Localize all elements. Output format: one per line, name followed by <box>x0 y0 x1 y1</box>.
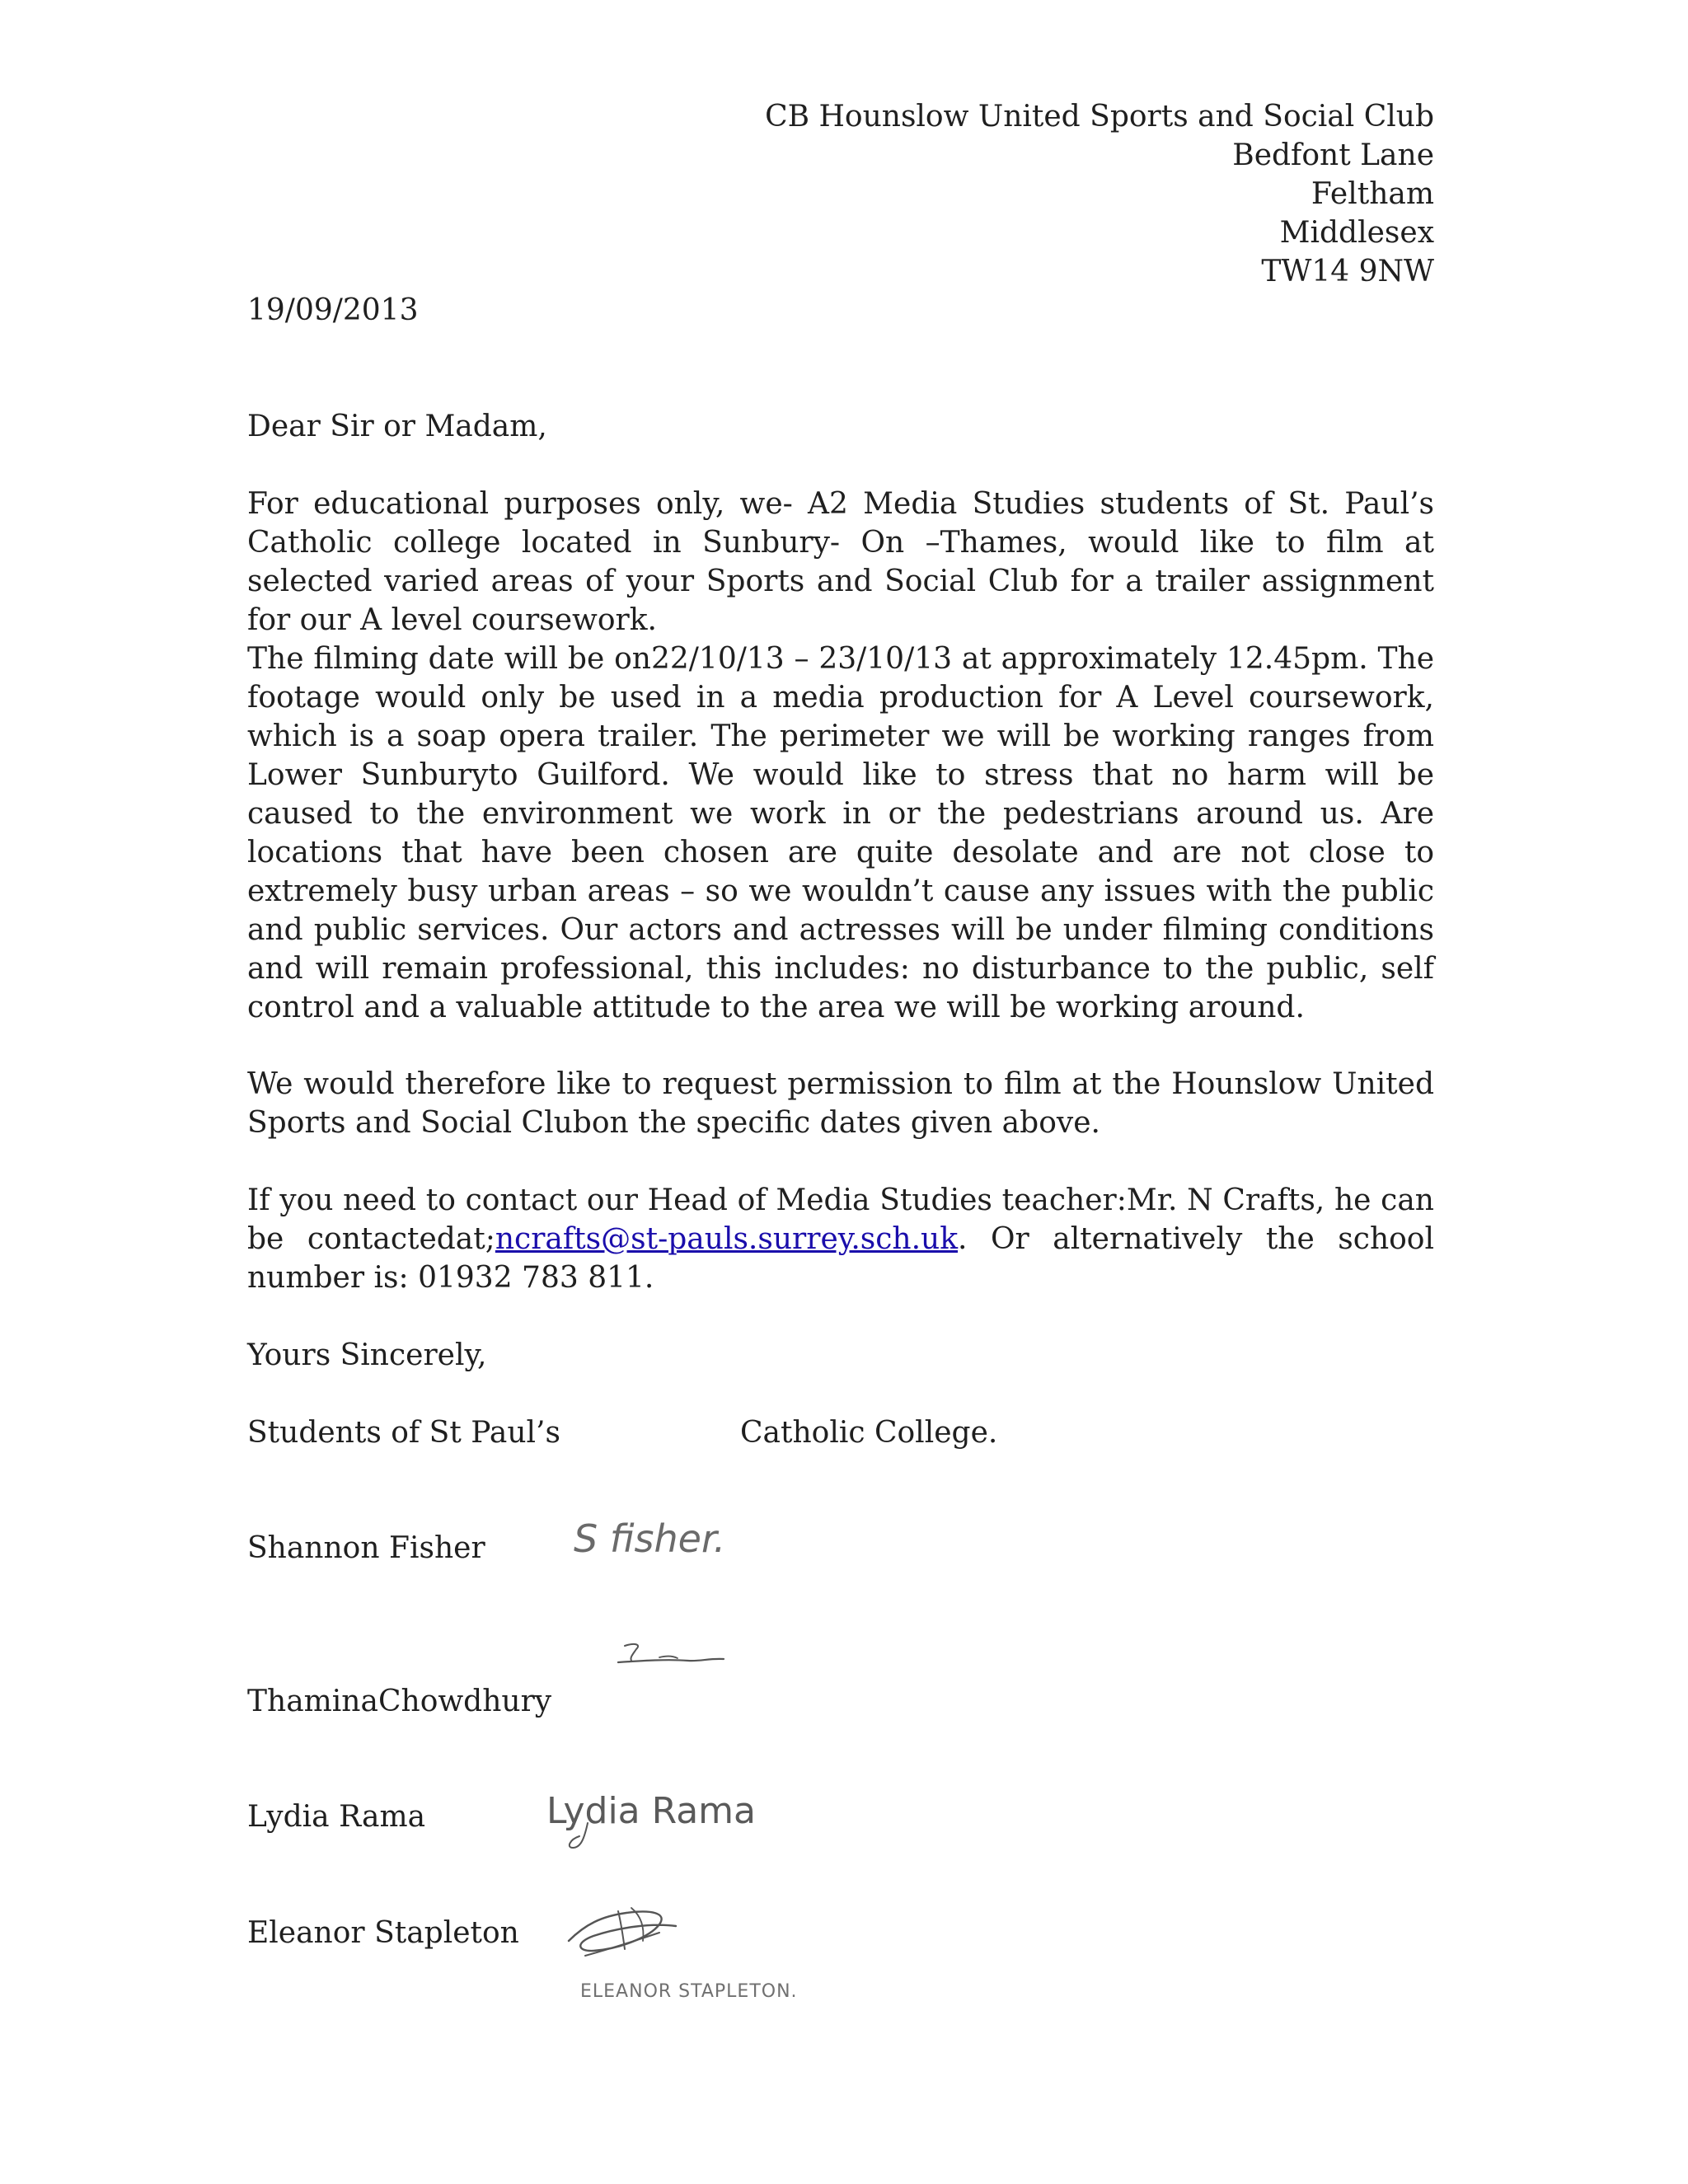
recipient-address <box>247 97 1434 291</box>
signature-shannon-fisher <box>569 1504 734 1578</box>
address-line-club: CB Hounslow United Sports and Social Club <box>765 100 1434 134</box>
student-name-eleanor-stapleton: Eleanor Stapleton <box>247 1916 519 1950</box>
signature-lydia-rama <box>540 1772 779 1863</box>
address-line-street: Bedfont Lane <box>1232 138 1434 172</box>
paragraph-contact <box>247 1181 1434 1297</box>
contact-email-link[interactable]: ncrafts@st-pauls.surrey.sch.uk <box>495 1222 959 1256</box>
signature-eleanor-stapleton-text: ELEANOR STAPLETON. <box>580 1981 798 2002</box>
signoff-school-part2: Catholic College. <box>740 1416 998 1450</box>
signature-eleanor-stapleton <box>552 1891 824 2015</box>
signature-thamina-chowdhury <box>610 1636 742 1677</box>
address-line-town: Feltham <box>1311 177 1434 211</box>
paragraph-request: We would therefore like to request permission to film at the Hounslow United Sports and Social Clubon the specific dates given above. <box>247 1067 1434 1140</box>
signature-shannon-fisher-text: S fisher. <box>574 1516 726 1561</box>
address-line-postcode: TW14 9NW <box>1261 255 1434 288</box>
paragraph-filming-details: The filming date will be on22/10/13 – 23/10/13 at approximately 12.45pm. The footage would only be used in a media production for A Level coursework, which is a soap opera trailer. The perimeter we will be working ranges from Lower Sunburyto Guilford. We would like to stress that no harm will be caused to the environment we work in or the pedestrians around us. Are locations that have been chosen are quite desolate and are not close to extremely busy urban areas – so we wouldn’t cause any issues with the public and public services. Our actors and actresses will be under filming conditions and will remain professional, this includes: no disturbance to the public, self control and a valuable attitude to the area we will be working around. <box>247 642 1434 1024</box>
address-line-county: Middlesex <box>1279 216 1434 250</box>
signoff-school-part1: Students of St Paul’s <box>247 1416 560 1450</box>
student-name-thamina-chowdhury: ThaminaChowdhury <box>247 1685 552 1718</box>
signoff <box>247 1413 1434 1452</box>
contact-text-before: If you need to contact our Head of Media Studies teacher:Mr. N Crafts, he can be contactedat; <box>247 1183 1434 1256</box>
contact-text-after: . Or alternatively the school number is: 01932 783 811. <box>247 1222 1434 1295</box>
paragraph-purpose: For educational purposes only, we- A2 Media Studies students of St. Paul’s Catholic college located in Sunbury- On –Thames, would like to film at selected varied areas of your Sports and Social Club for a trailer assignment for our A level coursework. <box>247 487 1434 637</box>
salutation: Dear Sir or Madam, <box>247 410 547 443</box>
student-name-shannon-fisher: Shannon Fisher <box>247 1531 485 1565</box>
letter-date: 19/09/2013 <box>247 293 419 327</box>
signature-lydia-rama-text: Lydia Rama <box>546 1790 757 1832</box>
closing: Yours Sincerely, <box>247 1338 487 1372</box>
student-name-lydia-rama: Lydia Rama <box>247 1800 426 1834</box>
